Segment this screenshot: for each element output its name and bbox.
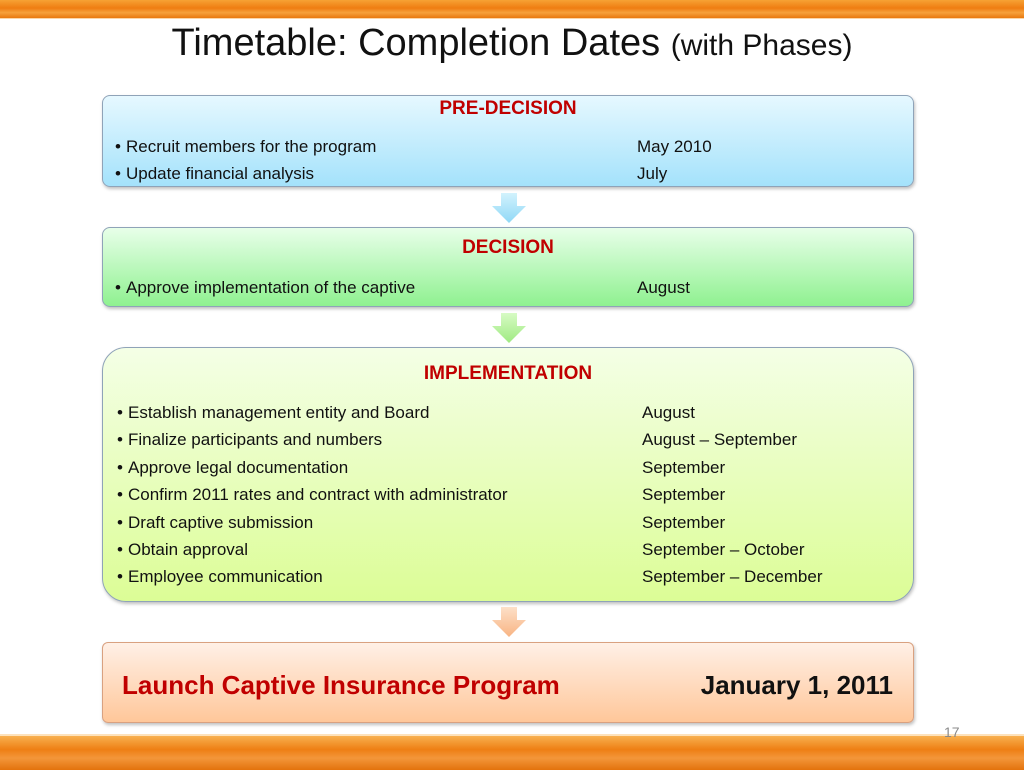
task-text: Approve legal documentation	[128, 457, 349, 477]
phase-heading-decision: DECISION	[462, 237, 554, 258]
task-text: Recruit members for the program	[126, 137, 377, 156]
bullet: •	[117, 403, 123, 422]
slide-title	[0, 22, 1024, 65]
bullet: •	[117, 512, 123, 532]
bullet: •	[117, 430, 123, 450]
task-date: July	[637, 164, 668, 184]
task-text: Update financial analysis	[126, 164, 315, 184]
task-text: Establish management entity and Board	[128, 403, 430, 422]
down-arrow-icon	[492, 313, 526, 343]
slide-title-suffix: (with Phases)	[670, 29, 853, 62]
phase-heading-pre-decision: PRE-DECISION	[439, 98, 577, 119]
bullet: •	[115, 137, 121, 156]
bullet: •	[117, 485, 123, 505]
task-date: August	[637, 278, 690, 297]
launch-label: Launch Captive Insurance Program	[122, 670, 560, 700]
task-date: August – September	[642, 430, 797, 450]
phase-box-implementation	[102, 347, 914, 602]
launch-date: January 1, 2011	[700, 670, 893, 700]
task-date: September – October	[642, 539, 805, 559]
task-text: Draft captive submission	[128, 512, 314, 532]
top-accent-bar	[0, 0, 1024, 19]
task-text: Confirm 2011 rates and contract with administrator	[128, 485, 508, 505]
down-arrow-icon	[492, 607, 526, 637]
slide-title-main: Timetable: Completion Dates	[171, 22, 661, 64]
task-date: August	[642, 403, 695, 422]
phase-box-launch	[102, 642, 914, 723]
task-date: September	[642, 512, 726, 532]
task-date: September – December	[642, 567, 823, 587]
task-date: September	[642, 485, 726, 505]
bullet: •	[117, 567, 123, 587]
down-arrow-icon	[492, 193, 526, 223]
task-date: May 2010	[637, 137, 712, 156]
task-text: Obtain approval	[128, 539, 249, 559]
bullet: •	[115, 278, 121, 297]
page-number: 17	[944, 724, 960, 740]
bullet: •	[117, 539, 123, 559]
phase-box-pre-decision	[102, 95, 914, 187]
bullet: •	[117, 457, 123, 477]
task-text: Approve implementation of the captive	[126, 278, 416, 297]
task-text: Finalize participants and numbers	[128, 430, 383, 450]
bullet: •	[115, 164, 121, 184]
phase-heading-implementation: IMPLEMENTATION	[423, 363, 593, 384]
bottom-accent-bar	[0, 734, 1024, 770]
task-date: September	[642, 457, 726, 477]
task-text: Employee communication	[128, 567, 323, 587]
phase-box-decision	[102, 227, 914, 307]
